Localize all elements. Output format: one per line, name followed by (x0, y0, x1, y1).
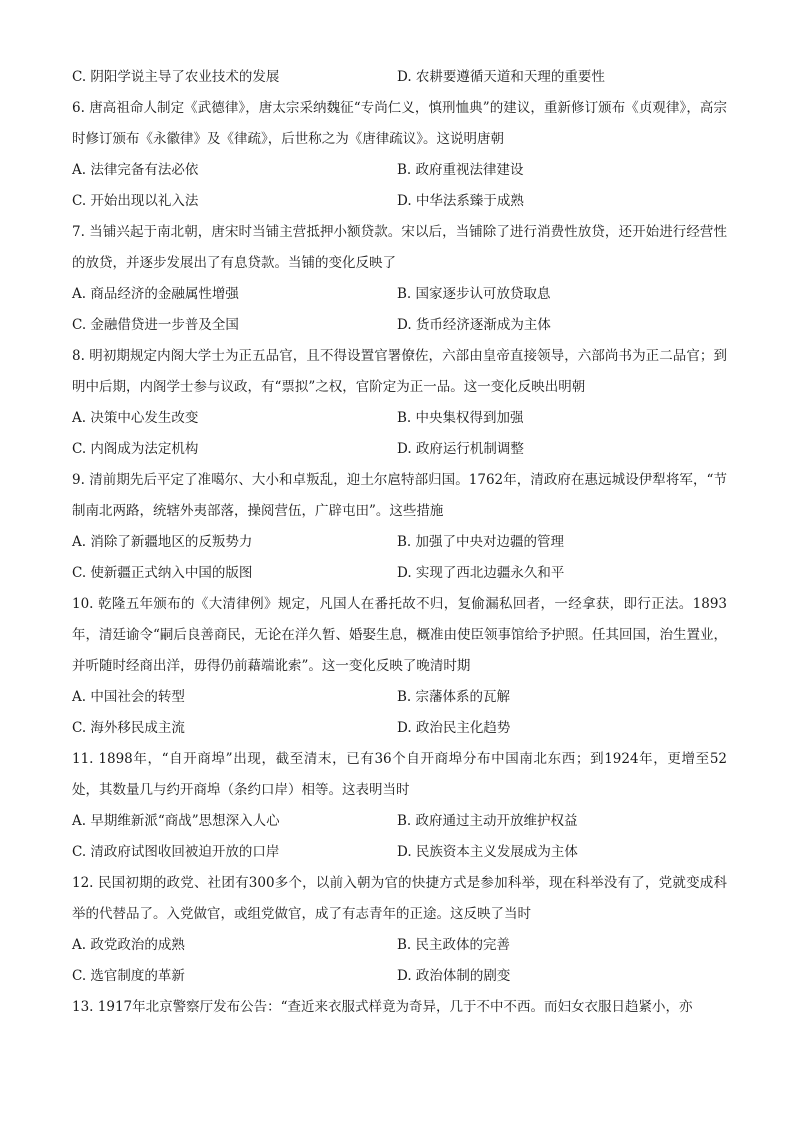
question-stem: 13. 1917年北京警察厅发布公告：“查近来衣服式样竟为奇异，几于不中不西。而妇女衣服日趋紧小，亦 (72, 999, 693, 1015)
question-stem: 9. 清前期先后平定了准噶尔、大小和卓叛乱，迎土尔扈特部归国。1762年，清政府在惠远城设伊犁将军，“节制南北两路，统辖外夷部落，操阅营伍，广辟屯田”。这些措施 (72, 472, 727, 519)
option-row (72, 186, 727, 217)
answer-option[interactable]: D. 民族资本主义发展成为主体 (397, 844, 578, 860)
question-q8 (72, 341, 727, 465)
question-q7 (72, 217, 727, 341)
question-q9 (72, 465, 727, 589)
answer-option[interactable]: B. 民主政体的完善 (397, 937, 511, 953)
answer-option[interactable]: B. 宗藩体系的瓦解 (397, 689, 511, 705)
question-stem: 10. 乾隆五年颁布的《大清律例》规定，凡国人在番托故不归，复偷漏私回者，一经拿获，即行正法。1893年，清廷谕令“嗣后良善商民，无论在洋久暂、婚娶生息，概准由使臣领事馆给予护照。任其回国，治生置业，并听随时经商出洋，毋得仍前藉端讹索”。这一变化反映了晚清时期 (72, 596, 727, 674)
option-row (72, 527, 727, 558)
option-row (72, 155, 727, 186)
option-row (72, 558, 727, 589)
option-row (72, 837, 727, 868)
question-q12 (72, 868, 727, 992)
option-row (72, 434, 727, 465)
question-stem: 8. 明初期规定内阁大学士为正五品官，且不得设置官署僚佐，六部由皇帝直接领导，六部尚书为正二品官；到明中后期，内阁学士参与议政，有“票拟”之权，官阶定为正一品。这一变化反映出明朝 (72, 348, 727, 395)
answer-option[interactable]: A. 中国社会的转型 (72, 689, 185, 705)
answer-option[interactable]: A. 早期维新派“商战”思想深入人心 (72, 813, 280, 829)
option-row (72, 62, 727, 93)
answer-option[interactable]: B. 加强了中央对边疆的管理 (397, 534, 565, 550)
option-row (72, 961, 727, 992)
answer-option[interactable]: B. 中央集权得到加强 (397, 410, 524, 426)
answer-option[interactable]: A. 政党政治的成熟 (72, 937, 185, 953)
answer-option[interactable]: D. 政治体制的剧变 (397, 968, 511, 984)
answer-option[interactable]: A. 消除了新疆地区的反叛势力 (72, 534, 253, 550)
answer-option[interactable]: D. 实现了西北边疆永久和平 (397, 565, 565, 581)
answer-option[interactable]: C. 使新疆正式纳入中国的版图 (72, 565, 253, 581)
option-row (72, 403, 727, 434)
answer-option[interactable]: C. 金融借贷进一步普及全国 (72, 317, 239, 333)
question-stem: 11. 1898年，“自开商埠”出现，截至清末，已有36个自开商埠分布中国南北东西；到1924年，更增至52处，其数量几与约开商埠（条约口岸）相等。这表明当时 (72, 751, 727, 798)
option-row (72, 310, 727, 341)
question-stem: 12. 民国初期的政党、社团有300多个，以前入朝为官的快捷方式是参加科举，现在科举没有了，党就变成科举的代替品了。入党做官，或组党做官，成了有志青年的正途。这反映了当时 (72, 875, 727, 922)
question-stem: 7. 当铺兴起于南北朝，唐宋时当铺主营抵押小额贷款。宋以后，当铺除了进行消费性放贷，还开始进行经营性的放贷，并逐步发展出了有息贷款。当铺的变化反映了 (72, 224, 727, 271)
question-stem: 6. 唐高祖命人制定《武德律》，唐太宗采纳魏征“专尚仁义，慎刑恤典”的建议，重新修订颁布《贞观律》，高宗时修订颁布《永徽律》及《律疏》，后世称之为《唐律疏议》。这说明唐朝 (72, 100, 727, 147)
answer-option[interactable]: B. 政府重视法律建设 (397, 162, 524, 178)
answer-option[interactable]: C. 阴阳学说主导了农业技术的发展 (72, 69, 280, 85)
option-row (72, 682, 727, 713)
answer-option[interactable]: B. 政府通过主动开放维护权益 (397, 813, 578, 829)
answer-option[interactable]: A. 决策中心发生改变 (72, 410, 199, 426)
option-row (72, 713, 727, 744)
option-row (72, 930, 727, 961)
answer-option[interactable]: C. 内阁成为法定机构 (72, 441, 199, 457)
exam-page (72, 62, 727, 1023)
question-q11 (72, 744, 727, 868)
answer-option[interactable]: A. 商品经济的金融属性增强 (72, 286, 239, 302)
answer-option[interactable]: B. 国家逐步认可放贷取息 (397, 286, 551, 302)
option-row (72, 279, 727, 310)
answer-option[interactable]: D. 政治民主化趋势 (397, 720, 511, 736)
answer-option[interactable]: A. 法律完备有法必依 (72, 162, 199, 178)
answer-option[interactable]: D. 货币经济逐渐成为主体 (397, 317, 551, 333)
answer-option[interactable]: D. 农耕要遵循天道和天理的重要性 (397, 69, 605, 85)
question-q6 (72, 93, 727, 217)
previous-question-options (72, 62, 727, 93)
question-q10 (72, 589, 727, 744)
answer-option[interactable]: C. 清政府试图收回被迫开放的口岸 (72, 844, 280, 860)
answer-option[interactable]: C. 选官制度的革新 (72, 968, 185, 984)
question-q13 (72, 992, 727, 1023)
answer-option[interactable]: D. 政府运行机制调整 (397, 441, 524, 457)
option-row (72, 806, 727, 837)
answer-option[interactable]: C. 开始出现以礼入法 (72, 193, 199, 209)
answer-option[interactable]: D. 中华法系臻于成熟 (397, 193, 524, 209)
answer-option[interactable]: C. 海外移民成主流 (72, 720, 185, 736)
